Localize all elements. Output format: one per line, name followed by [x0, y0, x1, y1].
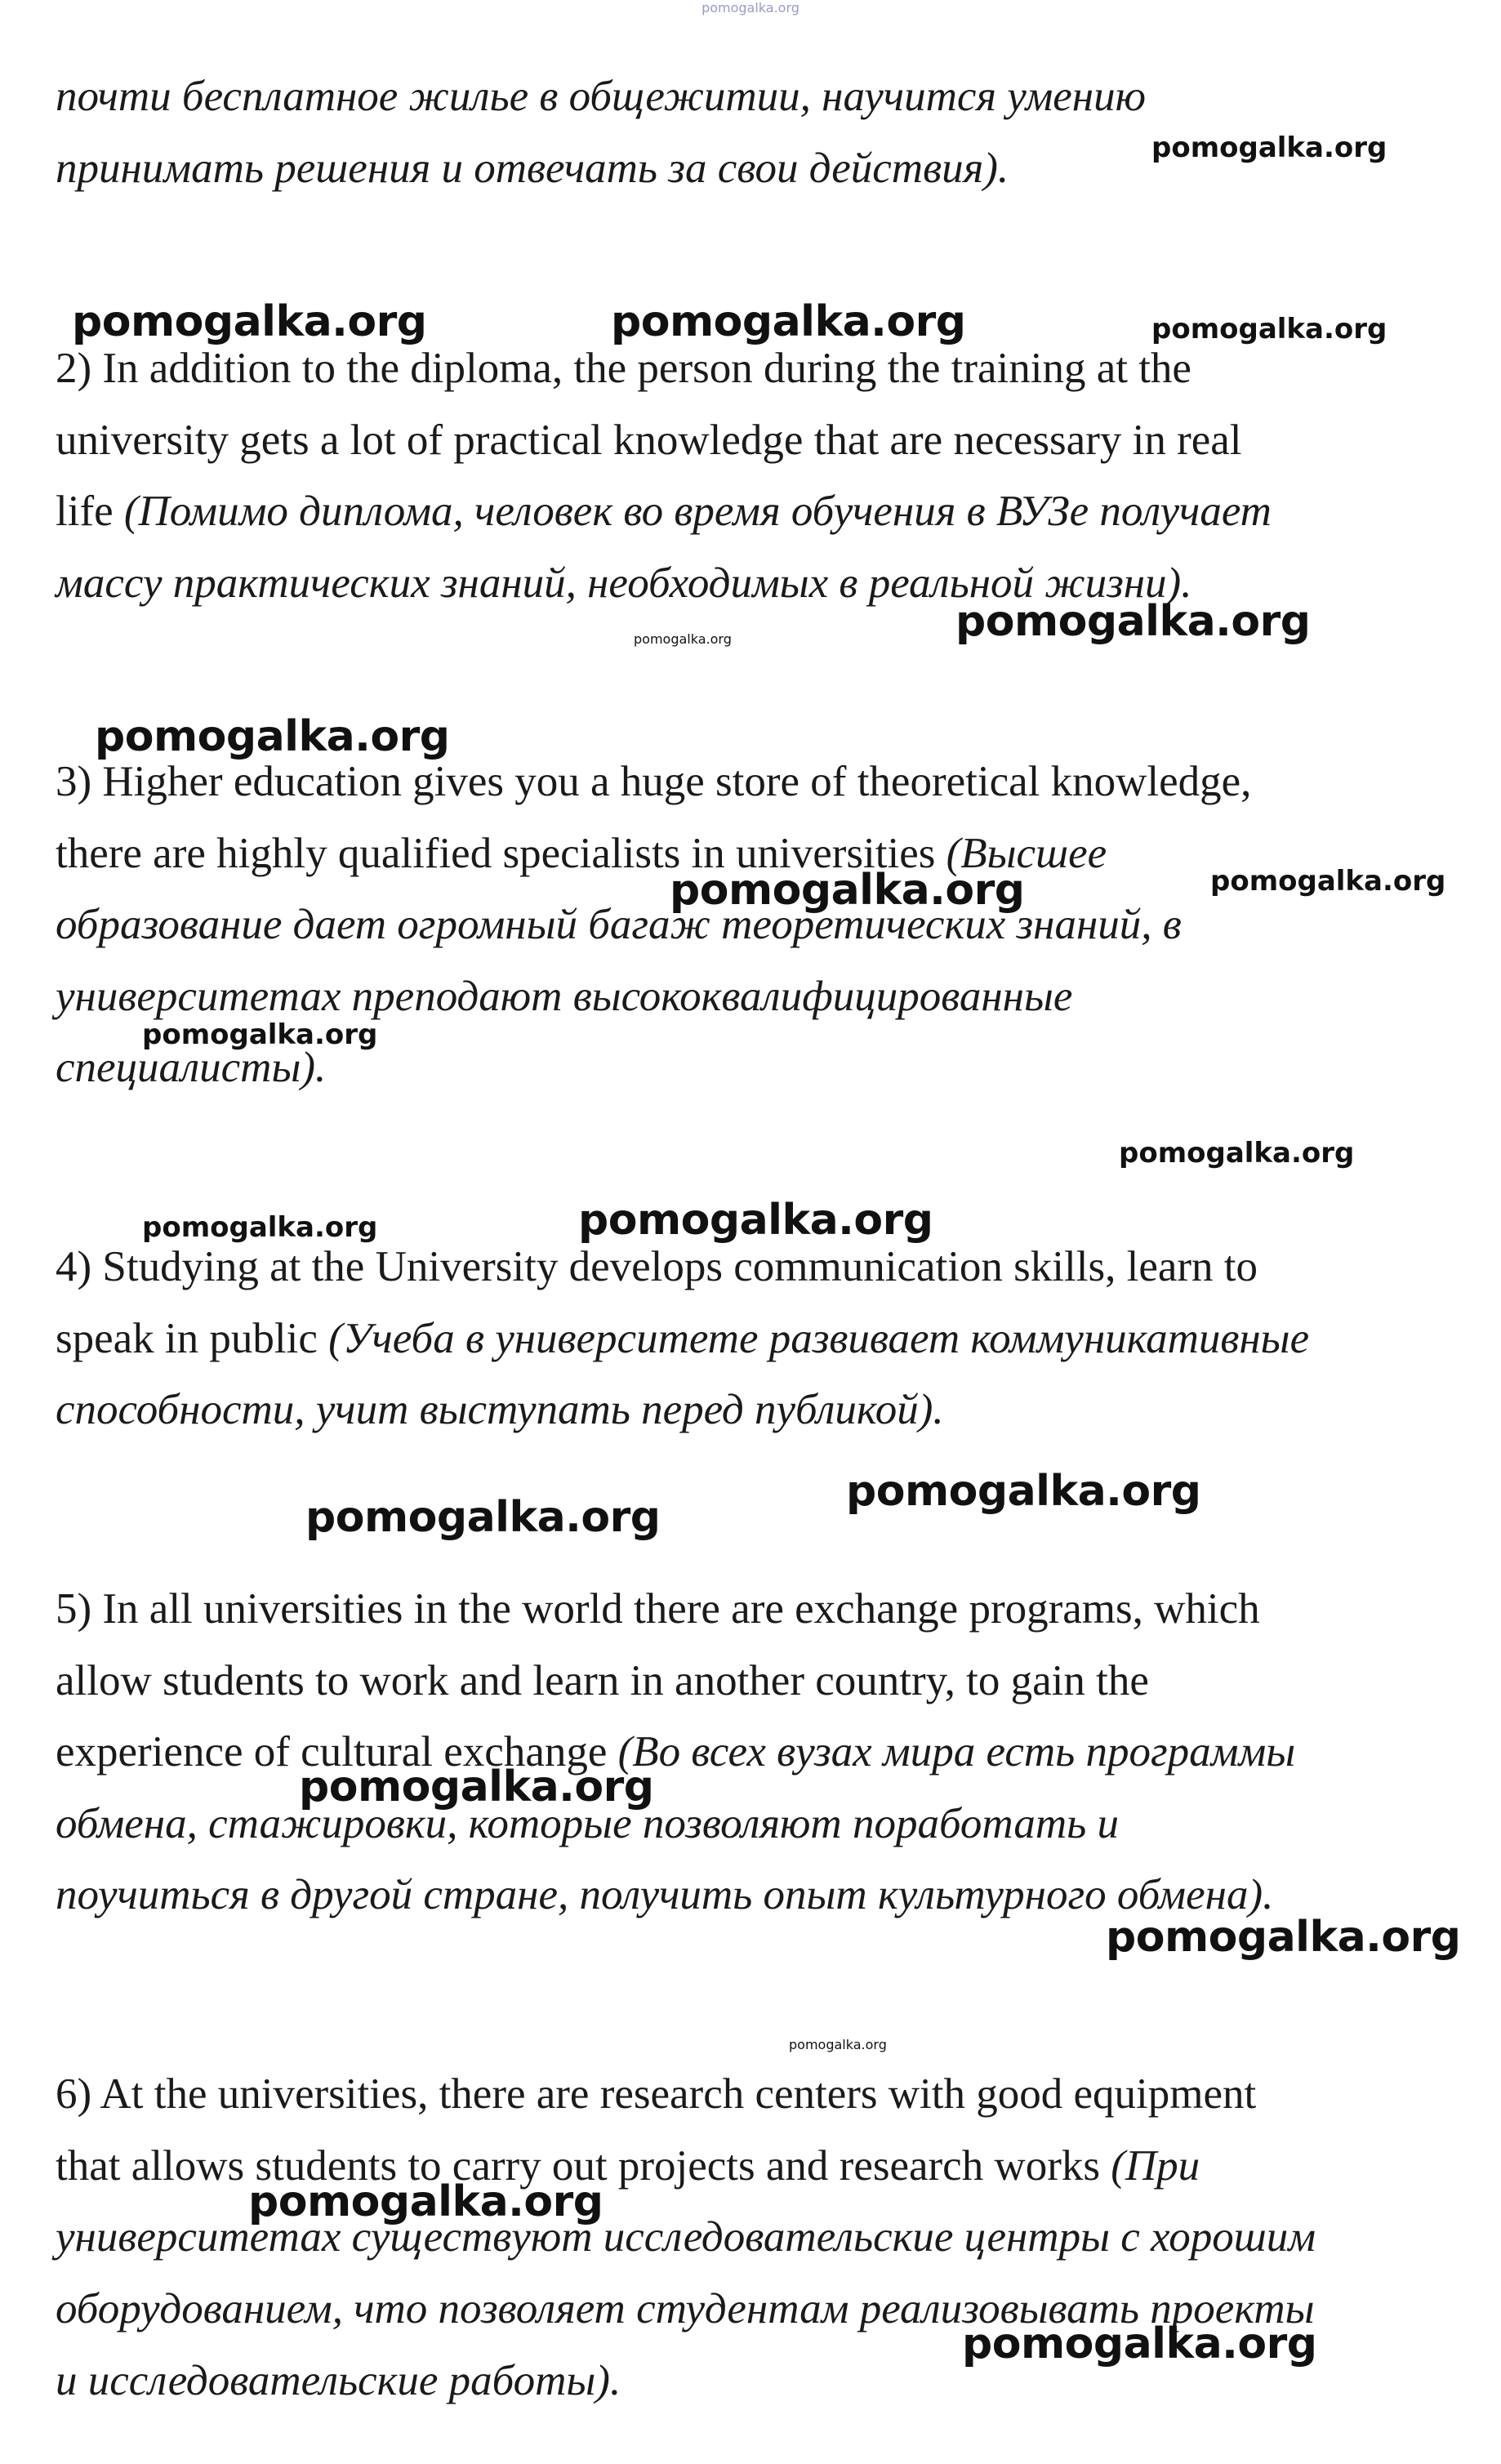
watermark: pomogalka.org [1106, 1913, 1461, 1962]
p5-line-5: поучиться в другой стране, получить опыт культурного обмена). [56, 1871, 1274, 1918]
watermark: pomogalka.org [72, 297, 427, 346]
p1-line-2: принимать решения и отвечать за свои действия). [56, 145, 1009, 192]
p1-line-1: почти бесплатное жилье в общежитии, научится умению [56, 73, 1146, 120]
watermark: pomogalka.org [955, 597, 1311, 646]
watermark: pomogalka.org [578, 1196, 933, 1245]
p5-line-4: обмена, стажировки, которые позволяют поработать и [56, 1800, 1119, 1847]
p6-line-1: 6) At the universities, there are research centers with good equipment [56, 2070, 1257, 2118]
watermark: pomogalka.org [789, 2037, 887, 2052]
watermark: pomogalka.org [1119, 1137, 1355, 1170]
p2-line-2: university gets a lot of practical knowledge that are necessary in real [56, 417, 1242, 464]
header-watermark: pomogalka.org [702, 0, 799, 16]
p3-line-4: университетах преподают высококвалифицированные [56, 973, 1073, 1020]
p5-line-3-ru: (Во всех вузах мира есть программы [617, 1728, 1296, 1776]
watermark: pomogalka.org [1151, 131, 1387, 164]
p2-line-3 [56, 487, 1460, 536]
p4-line-2 [56, 1314, 1460, 1363]
p6-line-3: университетах существуют исследовательские центры с хорошим [56, 2213, 1316, 2261]
watermark: pomogalka.org [248, 2177, 604, 2226]
watermark: pomogalka.org [962, 2319, 1317, 2368]
p4-line-2-en: speak in public [56, 1315, 329, 1362]
p6-line-2-en: that allows students to carry out projects and research works [56, 2142, 1111, 2190]
watermark: pomogalka.org [299, 1762, 654, 1811]
watermark: pomogalka.org [142, 1018, 378, 1051]
p3-line-3: образование дает огромный багаж теоретических знаний, в [56, 901, 1182, 948]
watermark: pomogalka.org [846, 1467, 1201, 1516]
p4-line-3: способности, учит выступать перед публикой). [56, 1386, 944, 1433]
p4-line-1: 4) Studying at the University develops communication skills, learn to [56, 1243, 1258, 1290]
p3-line-2-en: there are highly qualified specialists in universities [56, 830, 946, 877]
p2-line-4: массу практических знаний, необходимых в реальной жизни). [56, 559, 1192, 607]
p6-line-4: оборудованием, что позволяет студентам реализовывать проекты [56, 2285, 1315, 2333]
p2-line-1: 2) In addition to the diploma, the person during the training at the [56, 345, 1191, 392]
watermark: pomogalka.org [95, 712, 450, 761]
p2-line-3-ru: (Помимо диплома, человек во время обучения в ВУЗе получает [123, 488, 1272, 535]
p3-line-2-ru: (Высшее [946, 830, 1107, 877]
watermark: pomogalka.org [670, 866, 1025, 915]
p5-line-1: 5) In all universities in the world there are exchange programs, which [56, 1585, 1260, 1633]
p6-line-5: и исследовательские работы). [56, 2357, 621, 2404]
watermark: pomogalka.org [634, 631, 732, 647]
p3-line-5: специалисты). [56, 1044, 327, 1091]
watermark: pomogalka.org [1151, 313, 1387, 345]
p5-line-2: allow students to work and learn in another country, to gain the [56, 1657, 1149, 1704]
watermark: pomogalka.org [142, 1211, 378, 1244]
watermark: pomogalka.org [611, 297, 966, 346]
p4-line-2-ru: (Учеба в университете развивает коммуникативные [328, 1315, 1310, 1362]
watermark: pomogalka.org [305, 1493, 661, 1542]
p5-line-3-en: experience of cultural exchange [56, 1728, 618, 1776]
p2-line-3-en: life [56, 488, 124, 535]
p5-line-3 [56, 1727, 1460, 1776]
watermark: pomogalka.org [1210, 865, 1446, 898]
p3-line-1: 3) Higher education gives you a huge store of theoretical knowledge, [56, 758, 1252, 805]
p6-line-2-ru: (При [1111, 2142, 1200, 2190]
